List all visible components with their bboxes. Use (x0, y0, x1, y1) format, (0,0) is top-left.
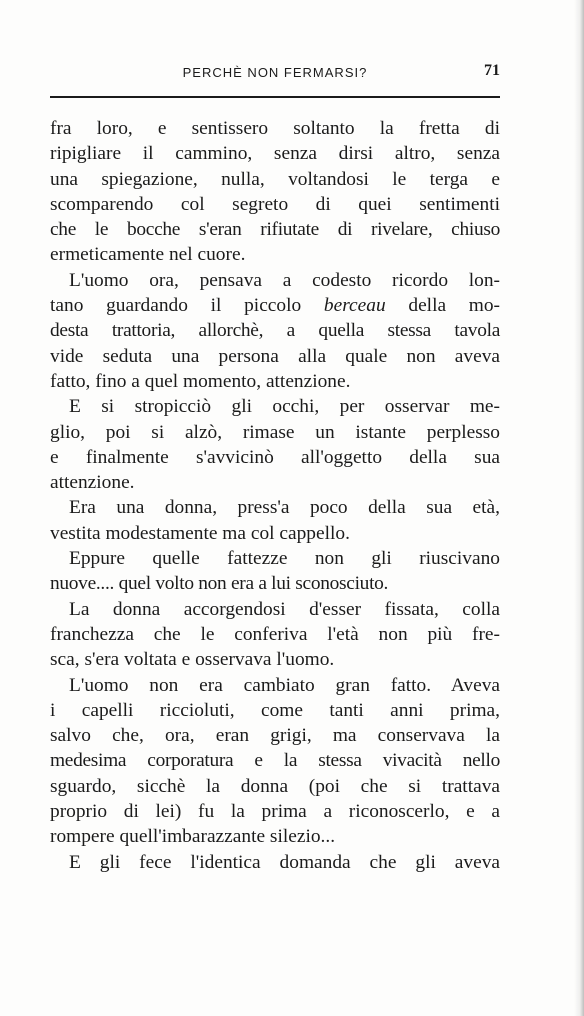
text-line: scomparendo col segreto di quei sentimenti (50, 193, 500, 215)
text-line: franchezza che le conferiva l'età non più fre- (50, 623, 500, 645)
text-line: sguardo, sicchè la donna (poi che si trattava (50, 775, 500, 797)
italic-word: berceau (323, 295, 386, 317)
body-text (50, 116, 500, 875)
text-fragment: della mo- (408, 295, 500, 317)
text-line: proprio di lei) fu la prima a riconoscerlo, e a (50, 801, 500, 823)
text-line: salvo che, ora, eran grigi, ma conservava la (50, 725, 500, 747)
page-number: 71 (484, 62, 500, 79)
text-line: e finalmente s'avvicinò all'oggetto della sua (50, 446, 500, 468)
text-line: fra loro, e sentissero soltanto la fretta di (50, 118, 500, 139)
text-line: che le bocche s'eran rifiutate di rivelare, chiuso (50, 219, 500, 241)
paragraph-start-line: L'uomo ora, pensava a codesto ricordo lon- (69, 269, 500, 291)
text-line: rompere quell'imbarazzante silezio... (50, 826, 336, 848)
text-line (50, 293, 500, 318)
paragraph-start-line: Era una donna, press'a poco della sua età, (69, 497, 500, 519)
text-line: ermeticamente nel cuore. (50, 244, 246, 266)
paragraph-start-line: L'uomo non era cambiato gran fatto. Aveva (69, 674, 500, 696)
paragraph-start-line: E si stropicciò gli occhi, per osservar me- (69, 396, 500, 418)
text-line: medesima corporatura e la stessa vivacità nello (50, 750, 500, 772)
text-line: ripigliare il cammino, senza dirsi altro, senza (50, 143, 500, 165)
page-header (50, 58, 500, 84)
text-line: desta trattoria, allorchè, a quella stessa tavola (50, 320, 500, 342)
page-edge-shadow (574, 0, 584, 1016)
text-fragment: tano guardando il piccolo (50, 295, 302, 317)
text-line: vide seduta una persona alla quale non aveva (50, 345, 500, 367)
running-title: PERCHÈ NON FERMARSI? (182, 65, 368, 80)
paragraph-start-line: Eppure quelle fattezze non gli riuscivano (69, 548, 500, 570)
text-line: nuove.... quel volto non era a lui sconosciuto. (50, 573, 389, 595)
text-line: fatto, fino a quel momento, attenzione. (50, 370, 351, 392)
text-line: i capelli riccioluti, come tanti anni prima, (50, 699, 500, 721)
text-line: una spiegazione, nulla, voltandosi le terga e (50, 168, 500, 190)
paragraph-start-line: E gli fece l'identica domanda che gli aveva (69, 851, 500, 873)
text-line: glio, poi si alzò, rimase un istante perplesso (50, 421, 500, 443)
paragraph-start-line: La donna accorgendosi d'esser fissata, colla (69, 598, 500, 620)
text-line: sca, s'era voltata e osservava l'uomo. (50, 649, 335, 671)
text-line: vestita modestamente ma col cappello. (50, 522, 350, 544)
text-line: attenzione. (50, 472, 135, 494)
header-rule (50, 96, 500, 98)
